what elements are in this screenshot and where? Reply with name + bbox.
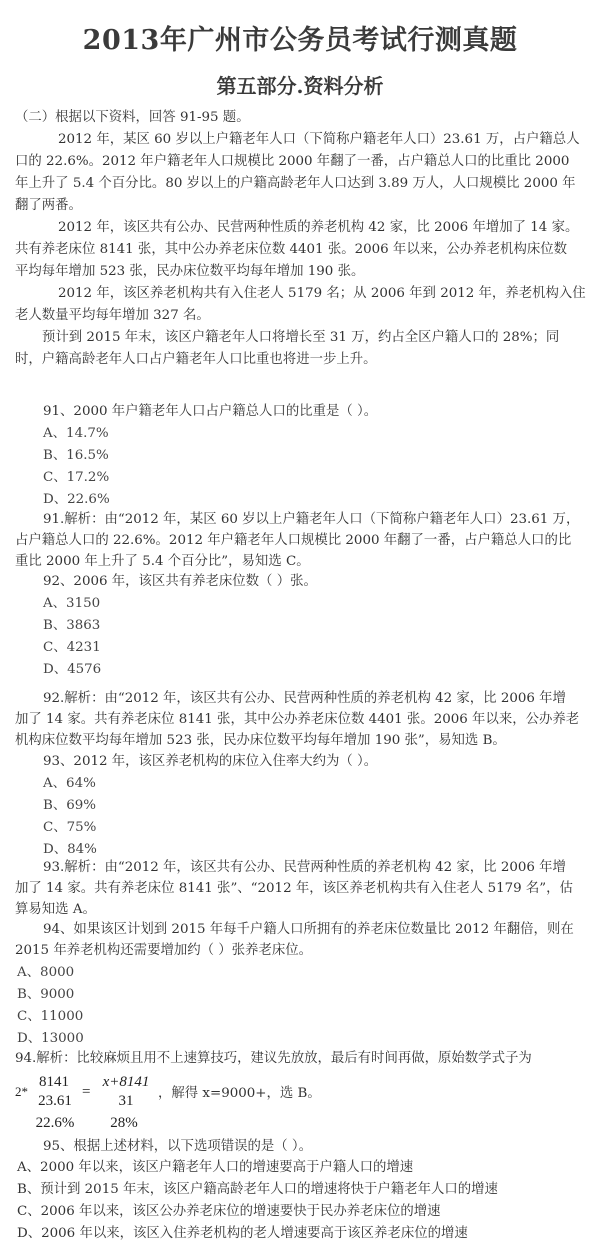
analysis-line: 重比 2000 年上升了 5.4 个百分比”，易知选 C。 [15,554,310,569]
question-stem: 91、2000 年户籍老年人口占户籍总人口的比重是（ ）。 [43,404,378,419]
material-line: 共有养老床位 8141 张，其中公办养老床位数 4401 张。2006 年以来，公办养老机构床位数 [15,242,568,257]
right-denominator-bottom: 28% [110,1115,138,1131]
option-b[interactable]: B、9000 [17,987,75,1002]
option-d[interactable]: D、4576 [43,662,102,677]
option-c[interactable]: C、11000 [17,1009,84,1024]
analysis-line: 占户籍总人口的 22.6%。2012 年户籍老年人口规模比 2000 年翻了一番，占户籍总人口的比 [15,533,572,548]
analysis-line: 92.解析：由“2012 年，该区共有公办、民营两种性质的养老机构 42 家，比 2006 年增 [43,691,566,706]
option-d[interactable]: D、2006 年以来，该区入住养老机构的老人增速要高于该区养老床位的增速 [17,1226,468,1241]
material-line: 平均每年增加 523 张，民办床位数平均每年增加 190 张。 [15,264,365,279]
option-a[interactable]: A、8000 [17,965,75,980]
question-stem: 92、2006 年，该区共有养老床位数（ ）张。 [43,574,317,589]
analysis-line: 机构床位数平均每年增加 523 张，民办床位数平均每年增加 190 张”，易知选 B。 [15,733,506,748]
option-b[interactable]: B、预计到 2015 年末，该区户籍高龄老年人口的增速将快于户籍老年人口的增速 [17,1182,498,1197]
right-denominator-top: 31 [118,1093,134,1109]
material-line: 预计到 2015 年末，该区户籍老年人口将增长至 31 万，约占全区户籍人口的 28%；同 [42,330,560,345]
material-line: 2012 年，某区 60 岁以上户籍老年人口（下简称户籍老年人口）23.61 万，占户籍总人 [58,132,580,147]
analysis-line: 加了 14 家。共有养老床位 8141 张”、“2012 年，该区养老机构共有入住老人 5179 名”，估 [15,881,573,896]
option-d[interactable]: D、13000 [17,1031,84,1046]
option-c[interactable]: C、4231 [43,640,101,655]
material-line: 时，户籍高龄老年人口占户籍老年人口比重也将进一步上升。 [15,352,377,367]
left-numerator: 8141 [39,1074,69,1090]
option-d[interactable]: D、22.6% [43,492,110,507]
option-a[interactable]: A、14.7% [43,426,109,441]
formula-suffix: ，解得 x=9000+，选 B。 [158,1086,321,1101]
analysis-line: 加了 14 家。共有养老床位 8141 张，其中公办养老床位数 4401 张。2006 年以来，公办养老 [15,712,580,727]
question-stem: 93、2012 年，该区养老机构的床位入住率大约为（ ）。 [43,754,378,769]
material-line: 2012 年，该区养老机构共有入住老人 5179 名；从 2006 年到 2012 年，养老机构入住 [58,286,586,301]
analysis-line: 93.解析：由“2012 年，该区共有公办、民营两种性质的养老机构 42 家，比 2006 年增 [43,860,566,875]
material-line: 2012 年，该区共有公办、民营两种性质的养老机构 42 家，比 2006 年增加了 14 家。 [58,220,579,235]
option-d[interactable]: D、84% [43,842,97,857]
left-denominator-bottom: 22.6% [35,1115,75,1131]
material-intro: （二）根据以下资料，回答 91-95 题。 [15,110,250,125]
analysis-line: 94.解析：比较麻烦且用不上速算技巧，建议先放放，最后有时间再做，原始数学式子为 [15,1051,532,1066]
option-a[interactable]: A、2000 年以来，该区户籍老年人口的增速要高于户籍人口的增速 [17,1160,414,1175]
option-b[interactable]: B、16.5% [43,448,109,463]
material-line: 老人数量平均每年增加 327 名。 [15,308,210,323]
analysis-line: 算易知选 A。 [15,902,96,917]
formula-prefix: 2* [15,1084,28,1099]
option-c[interactable]: C、2006 年以来，该区公办养老床位的增速要快于民办养老床位的增速 [17,1204,441,1219]
section-subtitle: 第五部分.资料分析 [216,74,384,98]
formula-equals: = [82,1084,91,1100]
question-stem: 94、如果该区计划到 2015 年每千户籍人口所拥有的养老床位数量比 2012 年翻倍，则在 [43,922,574,937]
question-stem: 95、根据上述材料，以下选项错误的是（ ）。 [43,1139,313,1154]
material-line: 年上升了 5.4 个百分比。80 岁以上的户籍高龄老年人口达到 3.89 万人，人口规模比 2000 年 [15,176,576,191]
page-title: 2013年广州市公务员考试行测真题 [82,25,518,56]
right-numerator: x+8141 [102,1074,150,1090]
option-c[interactable]: C、17.2% [43,470,110,485]
option-b[interactable]: B、69% [43,798,96,813]
option-a[interactable]: A、64% [43,776,96,791]
option-a[interactable]: A、3150 [43,596,101,611]
analysis-line: 91.解析：由“2012 年，某区 60 岁以上户籍老年人口（下简称户籍老年人口）23.61 万， [43,512,580,527]
question-stem: 2015 年养老机构还需要增加约（ ）张养老床位。 [15,943,313,958]
material-line: 翻了两番。 [15,198,82,213]
left-denominator-top: 23.61 [38,1093,72,1109]
material-line: 口的 22.6%。2012 年户籍老年人口规模比 2000 年翻了一番，占户籍总人口的比重比 2000 [15,154,570,169]
option-b[interactable]: B、3863 [43,618,101,633]
option-c[interactable]: C、75% [43,820,97,835]
